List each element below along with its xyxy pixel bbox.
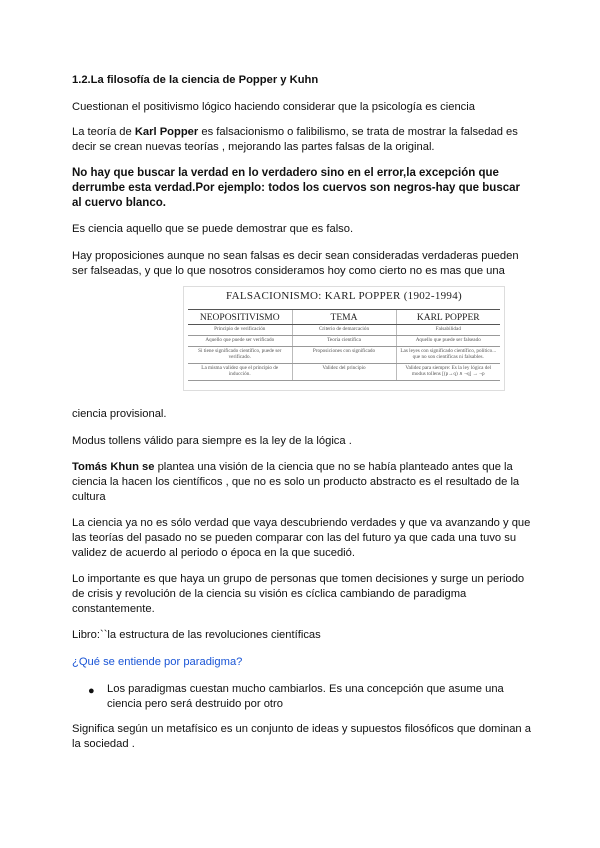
table-row	[188, 325, 500, 336]
table-cell: Las leyes con significado científico, político... que no son científicas ni falsables.	[396, 347, 500, 364]
column-header: TEMA	[292, 310, 396, 325]
column-header: KARL POPPER	[396, 310, 500, 325]
table-cell: Falsabilidad	[396, 325, 500, 336]
paragraph-paradigm-crisis: Lo importante es que haya un grupo de personas que tomen decisiones y surge un periodo de crisis y revolución de la ciencia su visión es cíclica cambiando de paradigma constantemente.	[72, 573, 525, 615]
column-header: NEOPOSITIVISMO	[188, 310, 292, 325]
table-header-row	[188, 310, 500, 325]
table-cell: Validez para siempre: Es la ley lógica del modus tollens [(p→q) ∧ ¬q] → ¬p	[396, 364, 500, 381]
paragraph-popper-theory	[72, 125, 532, 155]
popper-theory-text: es falsacionismo o falibilismo, se trata de mostrar la falsedad es decir se crean nuevas teorías , mejorando las partes falsas de la original.	[72, 126, 518, 153]
section-heading: 1.2.La filosofía de la ciencia de Popper y Kuhn	[72, 74, 319, 86]
paragraph-science-truth: La ciencia ya no es sólo verdad que vaya descubriendo verdades y que va avanzando y que las teorías del pasado no se pueden comparar con las del futuro ya que cada una tuvo su validez de acuerdo al periodo o época en la que sucedió.	[72, 517, 531, 559]
bullet-item-paradigms: Los paradigmas cuestan mucho cambiarlos. Es una concepción que asume una ciencia pero será destruido por otro	[107, 683, 504, 710]
popper-theory-intro: La teoría de	[72, 126, 135, 138]
table-cell: Aquello que puede ser verificado	[188, 336, 292, 347]
paragraph-kuhn	[72, 460, 532, 505]
table-row	[188, 336, 500, 347]
table-cell: Proposiciones con significado	[292, 347, 396, 364]
table-cell: Teoría científica	[292, 336, 396, 347]
paragraph-provisional: ciencia provisional.	[72, 408, 167, 420]
table-cell: Aquello que puede ser falseado	[396, 336, 500, 347]
paragraph-propositions: Hay proposiciones aunque no sean falsas es decir sean consideradas verdaderas pueden ser falseadas, y que lo que nosotros consideramos hoy como cierto no es mas que una	[72, 250, 519, 277]
paragraph-meaning: Significa según un metafísico es un conjunto de ideas y supuestos filosóficos que dominan a la sociedad .	[72, 723, 531, 750]
table-row	[188, 364, 500, 381]
paragraph-book: Libro:``la estructura de las revoluciones científicas	[72, 629, 321, 641]
figure-title: FALSACIONISMO: KARL POPPER (1902-1994)	[225, 290, 462, 302]
bullet-dot: ●	[88, 685, 95, 697]
falsacionismo-table-image	[183, 286, 505, 391]
table-cell: Si tiene significado científico, puede ser verificado.	[188, 347, 292, 364]
paragraph-error-truth: No hay que buscar la verdad en lo verdadero sino en el error,la excepción que derrumbe esta verdad.Por ejemplo: todos los cuervos son negros-hay que buscar al cuervo blanco.	[72, 167, 520, 209]
table-cell: Criterio de demarcación	[292, 325, 396, 336]
table-row	[188, 347, 500, 364]
table-cell: Validez del principio	[292, 364, 396, 381]
paragraph-modus-tollens: Modus tollens válido para siempre es la ley de la lógica .	[72, 435, 352, 447]
comparison-table	[188, 309, 500, 381]
paragraph-science-falsifiable: Es ciencia aquello que se puede demostrar que es falso.	[72, 223, 354, 235]
paradigm-question-link[interactable]: ¿Qué se entiende por paradigma?	[72, 656, 243, 668]
kuhn-text: plantea una visión de la ciencia que no se había planteado antes que la ciencia la hacen los científicos , que no es solo un producto abstracto es el resultado de la cultura	[72, 461, 520, 503]
karl-popper-name: Karl Popper	[134, 126, 199, 138]
table-cell: Principio de verificación	[188, 325, 292, 336]
paragraph-positivism: Cuestionan el positivismo lógico haciendo considerar que la psicología es ciencia	[72, 101, 475, 113]
table-cell: La misma validez que el principio de inducción.	[188, 364, 292, 381]
tomas-khun-name: Tomás Khun se	[72, 461, 155, 473]
